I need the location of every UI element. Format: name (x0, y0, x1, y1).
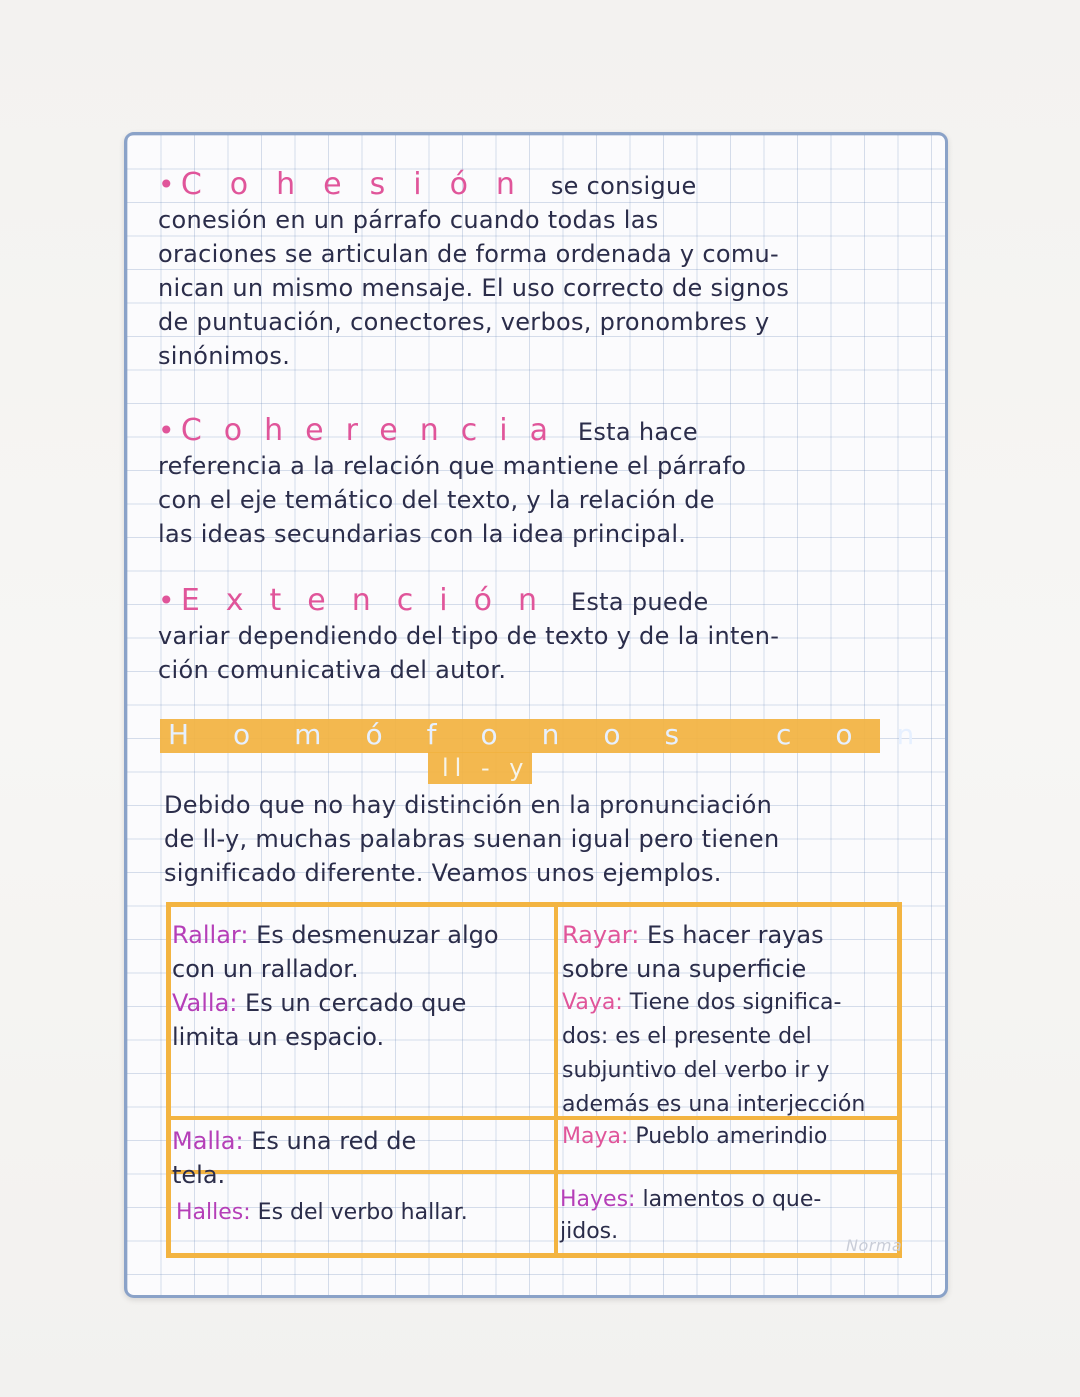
term-halles: Halles: (176, 1200, 251, 1225)
table-cell-malla (172, 1124, 416, 1192)
intro-line-2: significado diferente. Veamos unos ejemplos. (164, 859, 722, 887)
cohesion-line-5: sinónimos. (158, 342, 291, 370)
term-malla: Malla: (172, 1127, 244, 1155)
extencion-line-2: ción comunicativa del autor. (158, 656, 507, 684)
cell-text: Pueblo amerindio (635, 1124, 828, 1149)
cell-text: Es desmenuzar algo (256, 921, 499, 949)
cell-text: dos: es el presente del (562, 1024, 812, 1049)
table-cell-halles (176, 1196, 468, 1230)
intro-line-1: de ll-y, muchas palabras suenan igual pero tienen (164, 825, 780, 853)
term-hayes: Hayes: (560, 1187, 636, 1212)
cell-text: Es hacer rayas (646, 921, 824, 949)
homofonos-title: Homófonos con (168, 718, 959, 751)
coherencia-section (158, 414, 746, 551)
term-rallar: Rallar: (172, 921, 249, 949)
cell-text: Tiene dos significa- (629, 990, 842, 1015)
extencion-title: Extención (180, 583, 563, 618)
cell-text: lamentos o que- (642, 1187, 822, 1212)
term-valla: Valla: (172, 989, 238, 1017)
homofonos-intro (164, 788, 780, 890)
term-vaya: Vaya: (562, 990, 623, 1015)
cell-text: jidos. (560, 1219, 619, 1244)
cell-text: Es un cercado que (245, 989, 467, 1017)
table-divider-vertical (554, 902, 558, 1258)
cohesion-line-4: de puntuación, conectores, verbos, pronombres y (158, 308, 770, 336)
cell-text: tela. (172, 1161, 226, 1189)
cell-text: con un rallador. (172, 955, 359, 983)
cell-text: Es del verbo hallar. (257, 1200, 468, 1225)
cohesion-line-1: conesión en un párrafo cuando todas las (158, 206, 659, 234)
cell-text: además es una interjección (562, 1092, 866, 1117)
cell-text: Es una red de (251, 1127, 417, 1155)
cohesion-line-2: oraciones se articulan de forma ordenada y comu- (158, 240, 779, 268)
extencion-line-1: variar dependiendo del tipo de texto y de la inten- (158, 622, 780, 650)
extencion-line-0: Esta puede (570, 588, 709, 616)
coherencia-title: Coherencia (180, 413, 570, 448)
cohesion-title: Cohesión (180, 167, 543, 202)
term-maya: Maya: (562, 1124, 629, 1149)
cell-text: limita un espacio. (172, 1023, 385, 1051)
table-cell-hayes (560, 1184, 821, 1248)
bullet-icon: • (158, 414, 175, 447)
coherencia-line-2: con el eje temático del texto, y la relación de (158, 486, 715, 514)
cohesion-line-3: nican un mismo mensaje. El uso correcto de signos (158, 274, 790, 302)
cell-text: sobre una superficie (562, 955, 807, 983)
table-cell-rallar (172, 918, 499, 986)
intro-line-0: Debido que no hay distinción en la pronunciación (164, 791, 773, 819)
table-cell-rayar (562, 918, 824, 986)
cell-text: subjuntivo del verbo ir y (562, 1058, 830, 1083)
table-cell-valla (172, 986, 466, 1054)
cohesion-line-0: se consigue (550, 172, 697, 200)
coherencia-line-3: las ideas secundarias con la idea principal. (158, 520, 687, 548)
bullet-icon: • (158, 168, 175, 201)
extencion-section (158, 584, 779, 687)
bullet-icon: • (158, 584, 175, 617)
table-cell-maya (562, 1120, 827, 1154)
table-cell-vaya (562, 986, 865, 1122)
coherencia-line-1: referencia a la relación que mantiene el párrafo (158, 452, 747, 480)
homofonos-subtitle: ll - y (442, 754, 530, 782)
cohesion-section (158, 168, 789, 373)
coherencia-line-0: Esta hace (577, 418, 698, 446)
term-rayar: Rayar: (562, 921, 640, 949)
brand-logo-text: Norma (846, 1236, 903, 1255)
